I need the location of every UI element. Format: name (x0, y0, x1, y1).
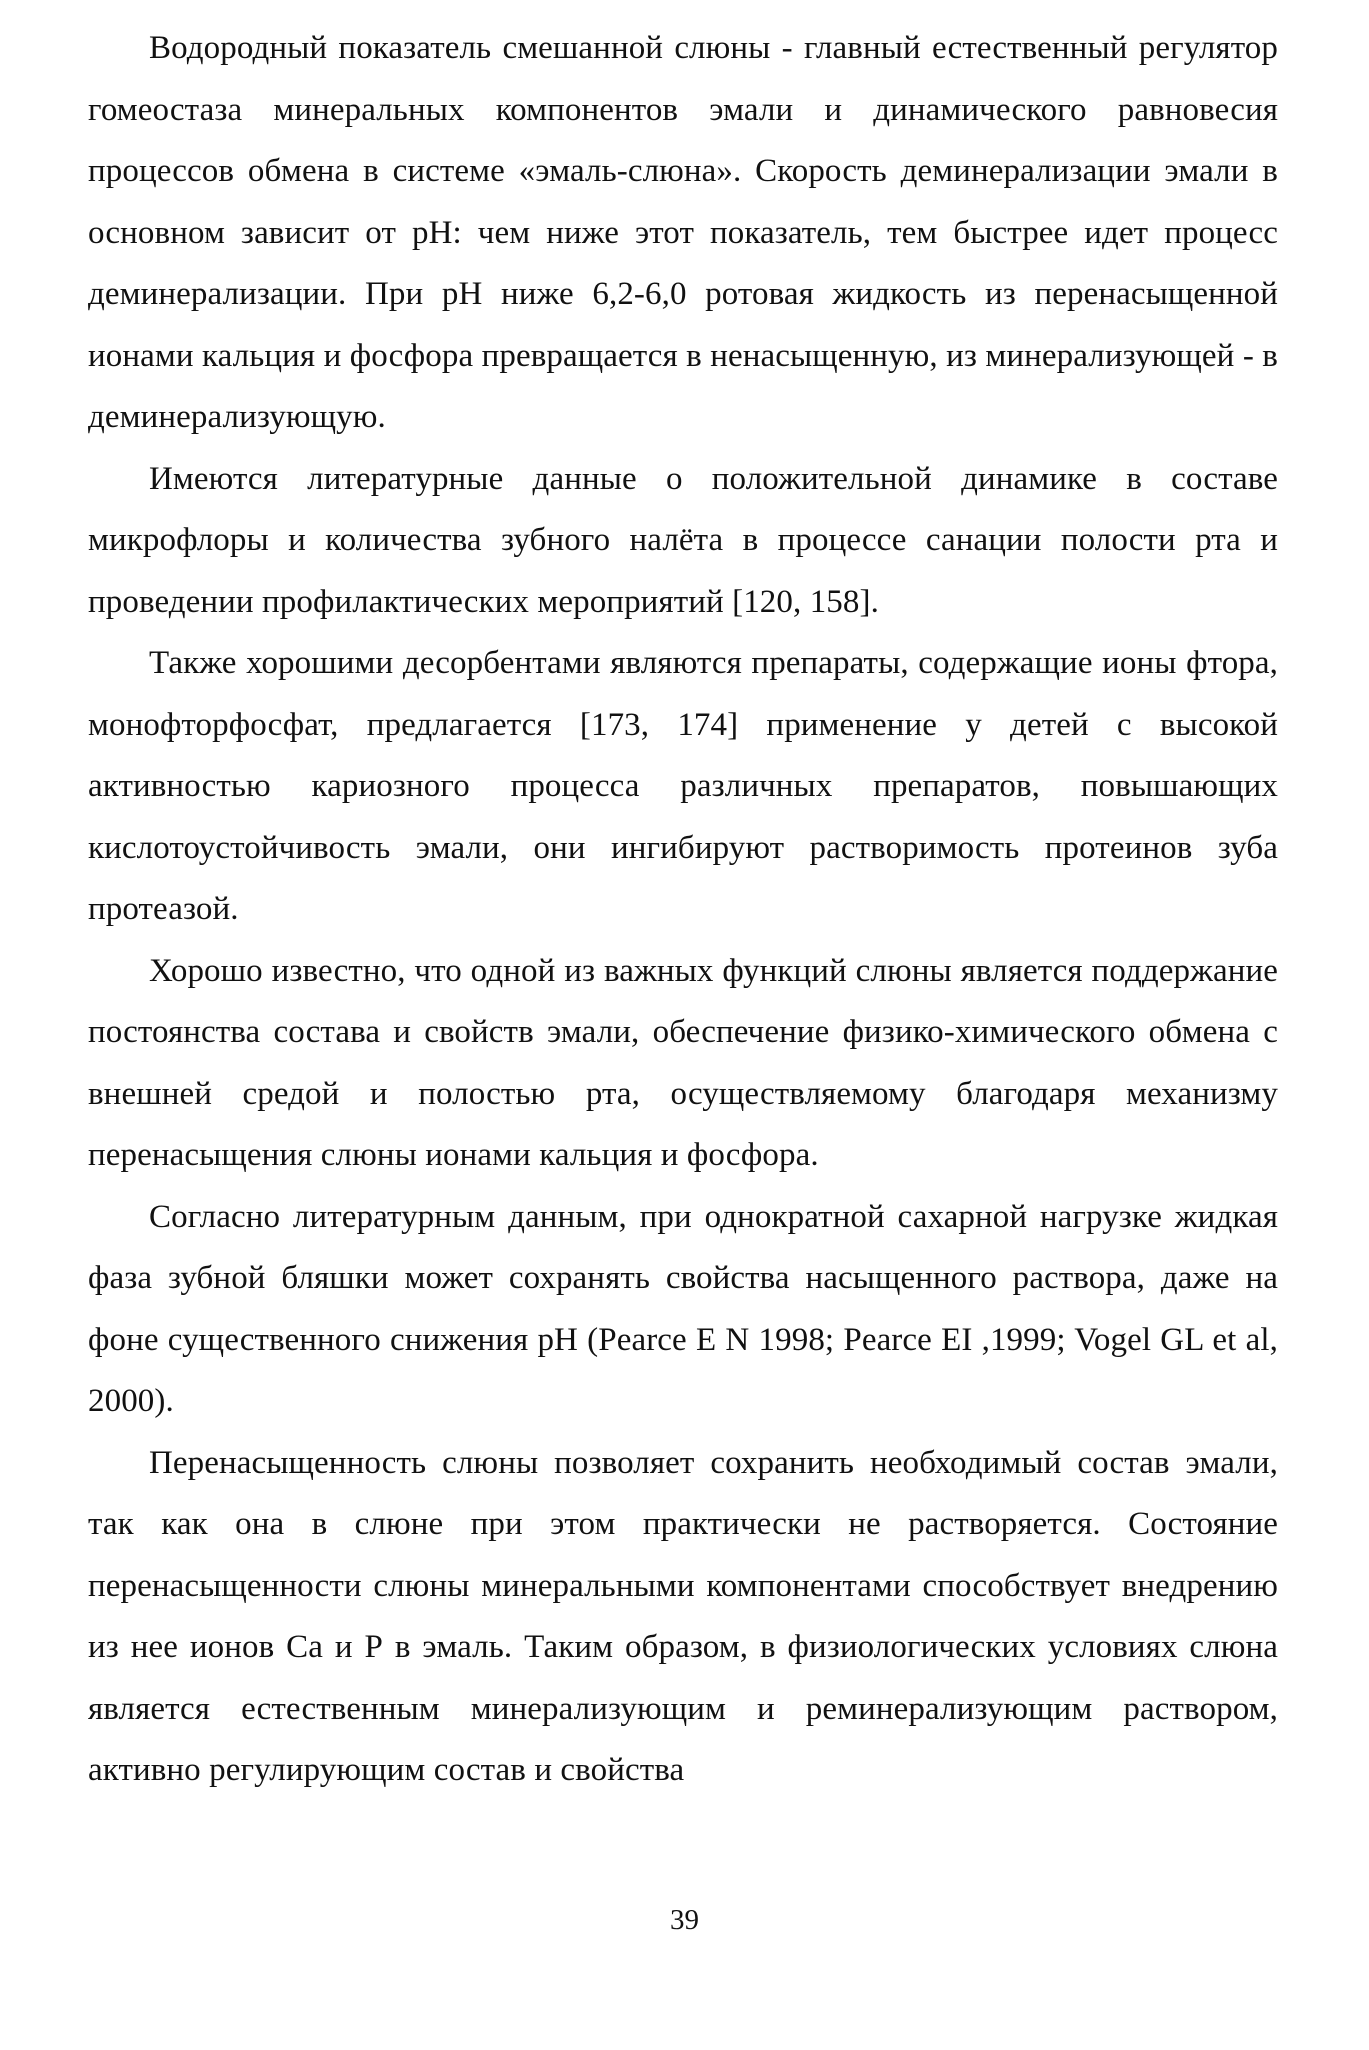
paragraph-supersaturation: Перенасыщенность слюны позволяет сохранить необходимый состав эмали, так как она в слюне при этом практически не растворяется. Состояние перенасыщенности слюны минеральными компонентами способствует внедрению из нее ионов Са и Р в эмаль. Таким образом, в физиологических условиях слюна является естественным минерализующим и реминерализующим раствором, активно регулирующим состав и свойства (88, 1444, 1278, 1788)
paragraph-sugar-load: Согласно литературным данным, при однократной сахарной нагрузке жидкая фаза зубной бляшки может сохранять свойства насыщенного раствора, даже на фоне существенного снижения pH (Pearce E N 1998; Pearce EI ,1999; Vogel GL et al, 2000). (88, 1198, 1278, 1419)
document-page (88, 18, 1278, 1802)
paragraph-saliva-functions: Хорошо известно, что одной из важных функций слюны является поддержание постоянства состава и свойств эмали, обеспечение физико-химического обмена с внешней средой и полостью рта, осуществляемому благодаря механизму перенасыщения слюны ионами кальция и фосфора. (88, 952, 1278, 1173)
paragraph-microflora-dynamics: Имеются литературные данные о положительной динамике в составе микрофлоры и количества зубного налёта в процессе санации полости рта и проведении профилактических мероприятий [120, 158]. (88, 460, 1278, 620)
page-number: 39 (670, 1904, 699, 1936)
paragraph-saliva-ph: Водородный показатель смешанной слюны - главный естественный регулятор гомеостаза минеральных компонентов эмали и динамического равновесия процессов обмена в системе «эмаль-слюна». Скорость деминерализации эмали в основном зависит от pH: чем ниже этот показатель, тем быстрее идет процесс деминерализации. При pH ниже 6,2-6,0 ротовая жидкость из перенасыщенной ионами кальция и фосфора превращается в ненасыщенную, из минерализующей - в деминерализующую. (88, 30, 1278, 435)
paragraph-desorbents: Также хорошими десорбентами являются препараты, содержащие ионы фтора, монофторфосфат, предлагается [173, 174] применение у детей с высокой активностью кариозного процесса различных препаратов, повышающих кислотоустойчивость эмали, они ингибируют растворимость протеинов зуба протеазой. (88, 645, 1278, 927)
